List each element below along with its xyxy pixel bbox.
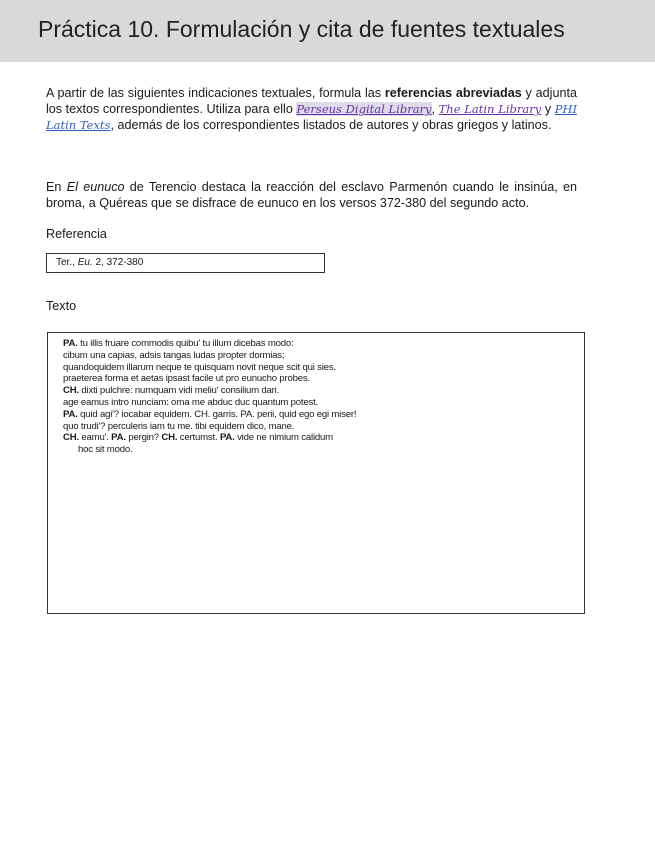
verse-text: praeterea forma et aetas ipsast facile ut pro eunucho probes. [63, 373, 310, 385]
reference-field[interactable] [46, 253, 325, 273]
verse-text: dixti pulchre: numquam vidi meliu' consilium dari. [78, 385, 280, 397]
verse-text: quo trudi'? perculeris iam tu me. tibi equidem dico, mane. [63, 420, 295, 432]
text-field[interactable] [47, 332, 585, 614]
exercise-text-1: En [46, 180, 67, 194]
verse-text: tu illis fruare commodis quibu' tu illum dicebas modo: [77, 338, 294, 349]
verse-text: pergin? [125, 432, 162, 444]
verse-line [63, 350, 584, 362]
instructions-paragraph [46, 85, 577, 133]
verse-line [63, 373, 584, 385]
verse-text: quandoquidem illarum neque te quisquam novit neque scit qui sies. [63, 361, 336, 373]
verse-text: vide ne nimium calidum [234, 432, 333, 444]
verse-line [63, 397, 584, 409]
instructions-text-1: A partir de las siguientes indicaciones textuales, formula las [46, 86, 385, 100]
verse-line [63, 409, 584, 421]
speaker-tag: CH. [63, 385, 79, 397]
reference-author: Ter., [56, 257, 75, 268]
link-latin-library[interactable]: The Latin Library [438, 102, 542, 116]
verse-line [63, 432, 584, 444]
link-perseus[interactable]: Perseus Digital Library [296, 102, 432, 116]
exercise-work-title: El eunuco [66, 180, 125, 194]
link-phi-latin[interactable]: PHI Latin Texts [46, 102, 578, 132]
verse-text: cibum una capias, adsis tangas ludas propter dormias; [63, 349, 285, 361]
page-title: Práctica 10. Formulación y cita de fuentes textuales [38, 16, 565, 42]
exercise-paragraph [46, 179, 577, 211]
verse-line [63, 444, 584, 456]
verse-line [63, 421, 584, 433]
reference-locus: 2, 372-380 [95, 257, 144, 268]
speaker-tag: PA. [63, 408, 78, 420]
speaker-tag: PA. [111, 432, 126, 444]
verse-text: eamu'. [78, 432, 112, 444]
verse-line [63, 338, 584, 350]
verse-text: age eamus intro nunciam: orna me abduc duc quantum potest. [63, 396, 319, 408]
verse-text: hoc sit modo. [78, 444, 133, 456]
instructions-text-3: , además de los correspondientes listados de autores y obras griegos y latinos. [110, 118, 552, 132]
verse-text: certumst. [177, 432, 220, 444]
reference-label: Referencia [46, 227, 107, 241]
text-label: Texto [46, 299, 77, 313]
instructions-bold: referencias abreviadas [384, 86, 522, 100]
instructions-text-2: y adjunta los textos correspondientes. Utiliza para ello [46, 86, 577, 116]
verse-line [63, 362, 584, 374]
instructions-conj: y [541, 102, 555, 116]
speaker-tag: CH. [63, 432, 79, 444]
instructions-comma: , [431, 102, 439, 116]
verse-text: quid agi'? iocabar equidem. CH. garris. PA. perii, quid ego egi miser! [77, 408, 357, 420]
speaker-tag: PA. [219, 432, 235, 444]
exercise-text-2: de Terencio destaca la reacción del esclavo Parmenón cuando le insinúa, en broma, a Quéreas que se disfrace de eunuco en los versos 372-380 del segundo acto. [46, 180, 578, 210]
reference-work: Eu. [77, 257, 93, 268]
title-band [0, 0, 655, 62]
speaker-tag: PA. [63, 338, 78, 349]
verse-line [63, 385, 584, 397]
speaker-tag: CH. [161, 432, 178, 444]
